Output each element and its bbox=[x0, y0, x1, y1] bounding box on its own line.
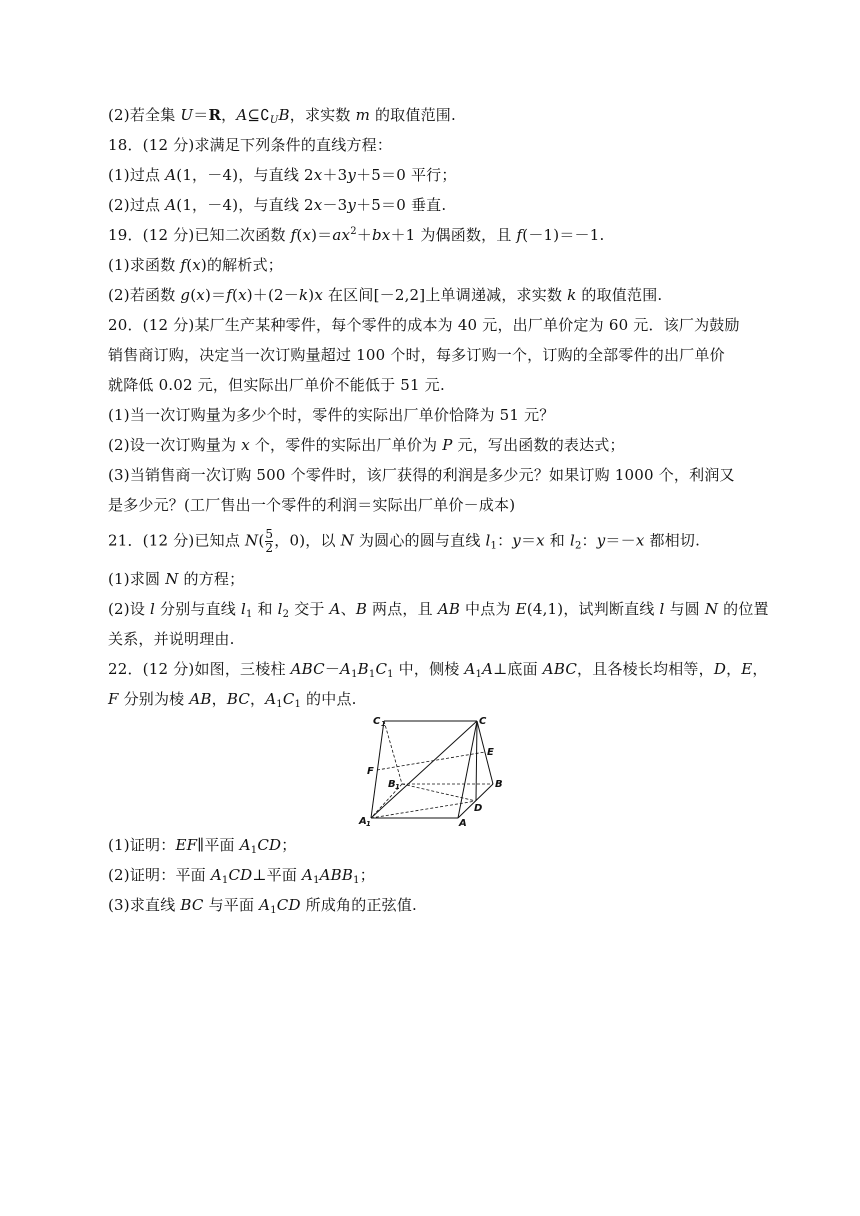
problem-22-text-2: F 分别为棱 AB，BC，$A_1C_1$ 的中点. bbox=[108, 690, 357, 710]
label-c1-sub: 1 bbox=[381, 720, 386, 728]
problem-21-part-2: (2)设 l 分别与直线 $l_1$ 和 $l_2$ 交于 A、B 两点，且 AB 中点为 E(4,1)，试判断直线 l 与圆 N 的位置 bbox=[108, 600, 769, 620]
label-b1: B bbox=[388, 779, 396, 790]
problem-20-text-3: 就降低 0.02 元，但实际出厂单价不能低于 51 元. bbox=[108, 376, 445, 394]
problem-18-part-1: (1)过点 A(1，－4)，与直线 2x＋3y＋5＝0 平行； bbox=[108, 166, 457, 184]
problem-19-title: 19．(12 分)已知二次函数 $f(x)=ax^2+bx+1$ 为偶函数，且 f(－1)＝－1. bbox=[108, 226, 605, 244]
problem-19-part-1: (1)求函数 f(x)的解析式； bbox=[108, 256, 283, 274]
fraction-five-halves: $\frac{5}{2}$ bbox=[265, 527, 274, 555]
label-b1-sub: 1 bbox=[395, 783, 400, 791]
problem-22-part-3: (3)求直线 BC 与平面 $A_1CD$ 所成角的正弦值. bbox=[108, 896, 418, 916]
problem-20-part-3: (3)当销售商一次订购 500 个零件时，该厂获得的利润是多少元？如果订购 1000 个，利润又 bbox=[108, 466, 735, 484]
label-a1: A bbox=[359, 816, 367, 827]
problem-21-title: 21．(12 分)已知点 N( $\frac{5}{2}$ ，0)，以 N 为圆心的圆与直线 $l_1$：y＝x 和 $l_2$：y＝－x 都相切. bbox=[108, 527, 701, 555]
label-c: C bbox=[479, 716, 487, 727]
problem-22-part-1: (1)证明：EF∥平面 $A_1CD$； bbox=[108, 836, 297, 856]
label-b: B bbox=[495, 779, 503, 790]
label-a1-sub: 1 bbox=[366, 820, 371, 828]
problem-19-part-2: (2)若函数 g(x)＝f(x)＋(2－k)x 在区间[－2,2]上单调递减，求实数 k 的取值范围. bbox=[108, 286, 663, 304]
problem-20-text-2: 销售商订购，决定当一次订购量超过 100 个时，每多订购一个，订购的全部零件的出厂单价 bbox=[108, 346, 725, 364]
problem-20-part-3-cont: 是多少元？(工厂售出一个零件的利润＝实际出厂单价－成本) bbox=[108, 496, 516, 514]
problem-20-part-1: (1)当一次订购量为多少个时，零件的实际出厂单价恰降为 51 元？ bbox=[108, 406, 555, 424]
problem-18-part-2: (2)过点 A(1，－4)，与直线 2x－3y＋5＝0 垂直. bbox=[108, 196, 447, 214]
prism-figure bbox=[355, 712, 515, 830]
problem-18-title: 18．(12 分)求满足下列条件的直线方程： bbox=[108, 136, 393, 154]
label-e: E bbox=[487, 747, 494, 758]
label-a: A bbox=[459, 818, 467, 829]
problem-21-part-1: (1)求圆 N 的方程； bbox=[108, 570, 245, 588]
problem-22-part-2: (2)证明：平面 $A_1CD\perp$平面 $A_1ABB_1$； bbox=[108, 866, 375, 886]
problem-20-part-2: (2)设一次订购量为 x 个，零件的实际出厂单价为 P 元，写出函数的表达式； bbox=[108, 436, 625, 454]
problem-22-title: 22．(12 分)如图，三棱柱 $ABC-A_1B_1C_1$ 中，侧棱 $A_1A\perp$底面 ABC，且各棱长均相等，D，E， bbox=[108, 660, 768, 680]
label-f: F bbox=[367, 766, 374, 777]
problem-21-part-2-cont: 关系，并说明理由. bbox=[108, 630, 235, 648]
problem-20-title: 20．(12 分)某厂生产某种零件，每个零件的成本为 40 元，出厂单价定为 60 元．该厂为鼓励 bbox=[108, 316, 740, 334]
label-c1: C bbox=[373, 716, 381, 727]
problem-17-part-2: (2)若全集 U＝R，$A⊆∁_UB$，求实数 m 的取值范围. bbox=[108, 106, 456, 126]
label-d: D bbox=[474, 803, 483, 814]
